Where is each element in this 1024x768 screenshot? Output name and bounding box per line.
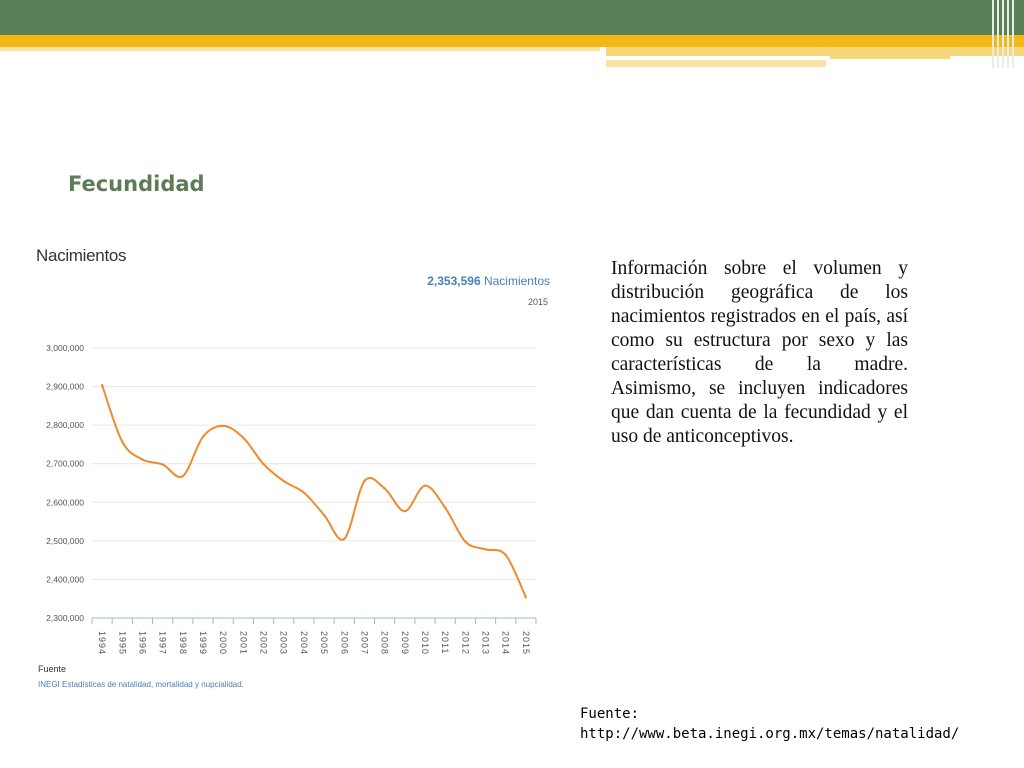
footer-source-label: Fuente:	[580, 706, 640, 722]
data-point	[383, 487, 385, 489]
y-tick-label: 2,300,000	[46, 613, 84, 623]
data-point	[424, 485, 426, 487]
data-point	[343, 538, 345, 540]
y-tick-label: 3,000,000	[46, 343, 84, 353]
data-point	[121, 441, 123, 443]
x-tick-label: 2005	[319, 631, 330, 656]
header-accent-stripe	[606, 47, 1024, 56]
y-tick-label: 2,600,000	[46, 497, 84, 508]
series-line	[102, 385, 526, 597]
description-paragraph: Información sobre el volumen y distribución geográfica de los nacimientos registrados en el país, así como su estructura por sexo y las características de la madre. Asimismo, se incluyen indicadores que dan cuenta de la fecundidad y el uso de anticonceptivos.	[611, 258, 908, 447]
footer-source-url[interactable]: http://www.beta.inegi.org.mx/temas/natalidad/	[580, 726, 960, 742]
header-gold-band	[0, 35, 1024, 47]
data-point	[242, 437, 244, 439]
data-point	[404, 510, 406, 512]
data-point	[202, 436, 204, 438]
chart-source-text: INEGI Estadísticas de natalidad, mortalidad y nupcialidad.	[38, 680, 244, 689]
data-point	[363, 480, 365, 482]
data-point	[505, 554, 507, 556]
births-line-chart	[30, 240, 560, 700]
x-tick-label: 2015	[520, 631, 531, 656]
highlight-value: 2,353,596	[427, 274, 481, 288]
x-tick-label: 2004	[298, 631, 309, 656]
x-tick-label: 1995	[117, 631, 128, 656]
data-point	[262, 463, 264, 465]
data-point	[222, 425, 224, 427]
header-green-band	[0, 0, 1024, 35]
highlight-unit: Nacimientos	[483, 274, 550, 288]
header-accent-stripe	[830, 56, 950, 59]
header-decorative-lines	[990, 0, 1024, 68]
data-point	[525, 596, 527, 598]
x-tick-label: 1996	[137, 631, 148, 656]
highlight-year: 2015	[527, 297, 548, 307]
x-tick-label: 2009	[399, 631, 410, 656]
data-point	[323, 514, 325, 516]
x-tick-label: 1994	[97, 631, 108, 656]
x-tick-label: 2014	[500, 631, 511, 656]
x-tick-label: 1999	[198, 631, 208, 656]
data-point	[101, 384, 103, 386]
y-tick-label: 2,700,000	[46, 458, 84, 469]
data-point	[182, 475, 184, 477]
x-tick-label: 2003	[278, 631, 289, 656]
y-tick-label: 2,800,000	[46, 420, 84, 431]
x-tick-label: 2002	[258, 631, 269, 656]
page-title: Fecundidad	[68, 172, 205, 196]
footer-source	[580, 704, 959, 744]
x-tick-label: 2012	[460, 631, 471, 656]
header-accent-stripe	[606, 60, 826, 67]
x-tick-label: 2000	[218, 631, 229, 656]
header-pale-stripe	[0, 47, 600, 51]
data-point	[484, 548, 486, 550]
data-point	[283, 480, 285, 482]
x-tick-label: 2013	[480, 631, 491, 656]
x-tick-label: 2001	[238, 631, 249, 656]
chart-source-title: Fuente	[38, 664, 67, 674]
data-point	[303, 491, 305, 493]
data-point	[141, 458, 143, 460]
highlight-total	[427, 274, 550, 288]
x-tick-label: 2011	[440, 631, 451, 655]
chart-title: Nacimientos	[36, 246, 127, 265]
y-tick-label: 2,400,000	[46, 574, 84, 585]
data-point	[161, 463, 163, 465]
data-point	[464, 540, 466, 542]
x-tick-label: 2008	[379, 631, 390, 656]
y-tick-label: 2,900,000	[46, 381, 84, 392]
data-point	[444, 506, 446, 508]
x-tick-label: 2007	[359, 631, 370, 656]
x-tick-label: 2010	[420, 631, 430, 656]
y-tick-label: 2,500,000	[46, 535, 84, 546]
x-tick-label: 1998	[177, 631, 188, 656]
chart-panel	[30, 240, 560, 700]
x-tick-label: 1997	[157, 631, 168, 656]
x-tick-label: 2006	[339, 631, 350, 656]
